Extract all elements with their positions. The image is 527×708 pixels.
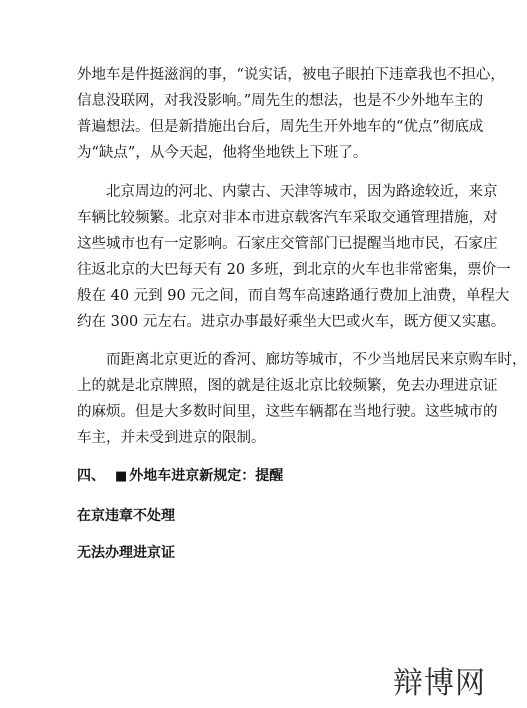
section-title: 外地车进京新规定：提醒 [129, 468, 284, 484]
paragraph-line: 约在 300 元左右。进京办事最好乘坐大巴或火车，既方便又实惠。 [77, 314, 506, 330]
paragraph-line: 北京周边的河北、内蒙古、天津等城市，因为路途较近，来京 [77, 184, 498, 200]
subheading-1: 在京违章不处理 [77, 508, 175, 524]
site-watermark: 辩博网 [393, 666, 486, 701]
paragraph-line: 普遍想法。但是新措施出台后，周先生开外地车的“优点”彻底成 [77, 119, 484, 135]
paragraph-line: 外地车是件挺滋润的事，“说实话，被电子眼拍下违章我也不担心， [77, 67, 505, 83]
paragraph-line: 这些城市也有一定影响。石家庄交管部门已提醒当地市民，石家庄 [77, 236, 498, 252]
paragraph-line: 上的就是北京牌照，图的就是往返北京比较频繁，免去办理进京证 [77, 378, 498, 394]
paragraph-line: 往返北京的大巴每天有 20 多班，到北京的火车也非常密集，票价一 [77, 262, 511, 278]
paragraph-3 [77, 347, 527, 451]
paragraph-1 [77, 62, 505, 166]
square-bullet-icon: ■ [115, 469, 128, 484]
paragraph-line: 车辆比较频繁。北京对非本市进京载客汽车采取交通管理措施，对 [77, 210, 498, 226]
section-heading [77, 463, 283, 490]
paragraph-line: 的麻烦。但是大多数时间里，这些车辆都在当地行驶。这些城市的 [77, 404, 498, 420]
paragraph-line: 般在 40 元到 90 元之间，而自驾车高速路通行费加上油费，单程大 [77, 288, 510, 304]
paragraph-line: 为“缺点”，从今天起，他将坐地铁上下班了。 [77, 145, 368, 161]
section-number: 四、 [77, 468, 105, 484]
paragraph-line: 信息没联网，对我没影响。”周先生的想法，也是不少外地车主的 [77, 93, 484, 109]
paragraph-line: 而距离北京更近的香河、廊坊等城市，不少当地居民来京购车时， [77, 352, 527, 368]
paragraph-2 [77, 179, 511, 335]
subheading-2: 无法办理进京证 [77, 545, 175, 561]
paragraph-line: 车主，并未受到进京的限制。 [77, 430, 266, 446]
